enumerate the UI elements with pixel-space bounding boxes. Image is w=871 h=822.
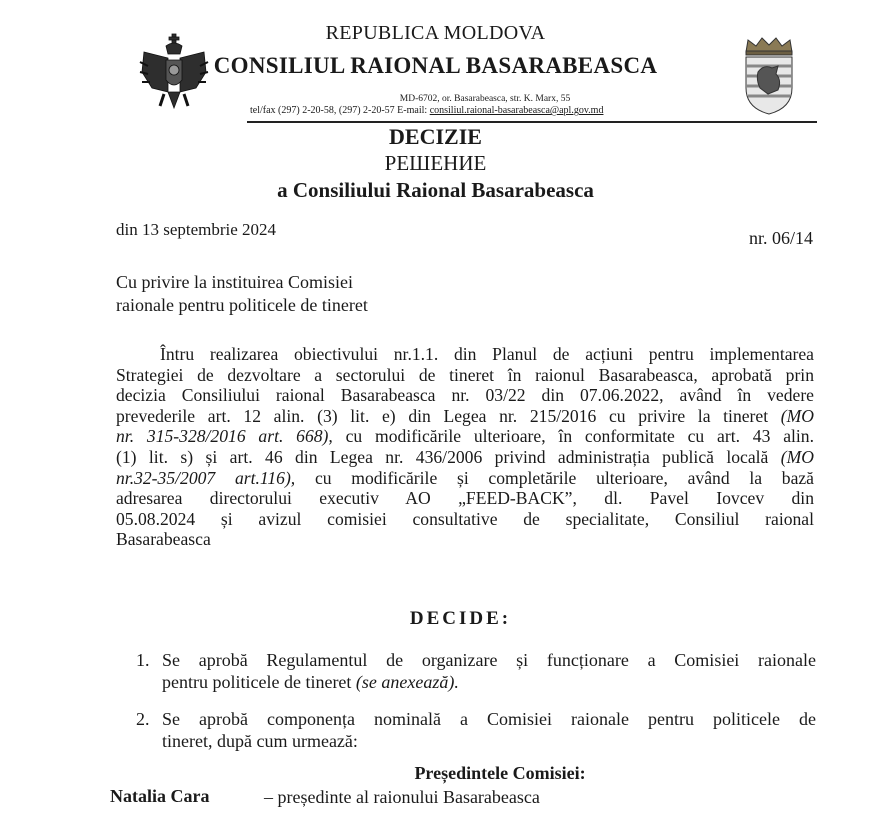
preamble-paragraph <box>116 344 814 550</box>
header-council-name: CONSILIUL RAIONAL BASARABEASCA <box>213 53 658 78</box>
title-reshenie: РЕШЕНИЕ <box>384 151 487 175</box>
header-address: MD-6702, or. Basarabeasca, str. K. Marx, 55 <box>399 94 571 104</box>
preamble-citation: (MO <box>780 446 814 467</box>
decide-heading: DECIDE: <box>409 608 512 629</box>
subject-line-1: Cu privire la instituirea Comisiei <box>116 272 353 292</box>
header-divider <box>247 121 817 123</box>
preamble-line: Basarabeasca <box>116 529 211 550</box>
preamble-line: decizia Consiliului raional Basarabeasca nr. 03/22 din 07.06.2022, având în vedere <box>116 385 814 406</box>
president-name: Natalia Cara <box>110 786 210 806</box>
item-line: tineret, după cum urmează: <box>162 731 358 751</box>
item-text-part: pentru politicele de tineret <box>162 672 356 692</box>
presidency-heading: Președintele Comisiei: <box>414 763 586 783</box>
preamble-text: prevederile art. 12 alin. (3) lit. e) din Legea nr. 215/2016 cu privire la tineret <box>116 405 781 426</box>
preamble-line: Strategiei de dezvoltare a sectorului de tineret în raionul Basarabeasca, aprobată prin <box>116 364 814 385</box>
item-text <box>136 649 816 693</box>
header-email-link[interactable]: consiliul.raional-basarabeasca@apl.gov.md <box>429 105 604 116</box>
preamble-text: (1) lit. s) și art. 46 din Legea nr. 436/2006 privind administrația publică locală <box>116 446 781 467</box>
decision-item-1 <box>136 649 816 693</box>
item-line: Se aprobă Regulamentul de organizare și funcționare a Comisiei raionale <box>162 650 816 670</box>
preamble-citation: (MO <box>780 405 814 426</box>
preamble-text: cu modificările ulterioare, în conformitate cu art. 43 alin. <box>332 426 814 447</box>
preamble-line: 05.08.2024 și avizul comisiei consultative de specialitate, Consiliul raional <box>116 508 814 529</box>
header-country: REPUBLICA MOLDOVA <box>325 22 546 44</box>
preamble-line: Întru realizarea obiectivului nr.1.1. din Planul de acțiuni pentru implementarea <box>160 344 814 364</box>
decision-number: nr. 06/14 <box>748 228 813 248</box>
header-phone: tel/fax (297) 2-20-58, (297) 2-20-57 E-mail: <box>250 105 430 116</box>
header-contact <box>250 105 603 116</box>
preamble-line <box>116 468 814 489</box>
preamble-line <box>116 406 814 427</box>
president-role: – președinte al raionului Basarabeasca <box>264 787 540 807</box>
decision-item-2 <box>136 708 816 752</box>
decision-subject <box>116 271 368 317</box>
item-number: 2. <box>136 709 150 729</box>
preamble-citation: nr. 315-328/2016 art. 668), <box>116 426 333 447</box>
preamble-citation: nr.32-35/2007 art.116), <box>116 467 296 488</box>
preamble-line <box>116 426 814 447</box>
title-subtitle: a Consiliului Raional Basarabeasca <box>277 178 594 202</box>
decision-date: din 13 septembrie 2024 <box>116 220 277 239</box>
item-line: Se aprobă componența nominală a Comisiei raionale pentru politicele de <box>162 709 816 729</box>
subject-line-2: raionale pentru politicele de tineret <box>116 295 368 315</box>
item-number: 1. <box>136 650 150 670</box>
title-decizie: DECIZIE <box>389 124 482 149</box>
item-annex-note: (se anexează). <box>355 672 459 692</box>
preamble-text: cu modificările și completările ulterioare, având la bază <box>295 467 814 488</box>
item-line <box>162 671 816 693</box>
preamble-line <box>116 447 814 468</box>
preamble-line: adresarea directorului executiv AO „FEED-BACK”, dl. Pavel Iovcev din <box>116 488 814 509</box>
item-text <box>136 708 816 752</box>
